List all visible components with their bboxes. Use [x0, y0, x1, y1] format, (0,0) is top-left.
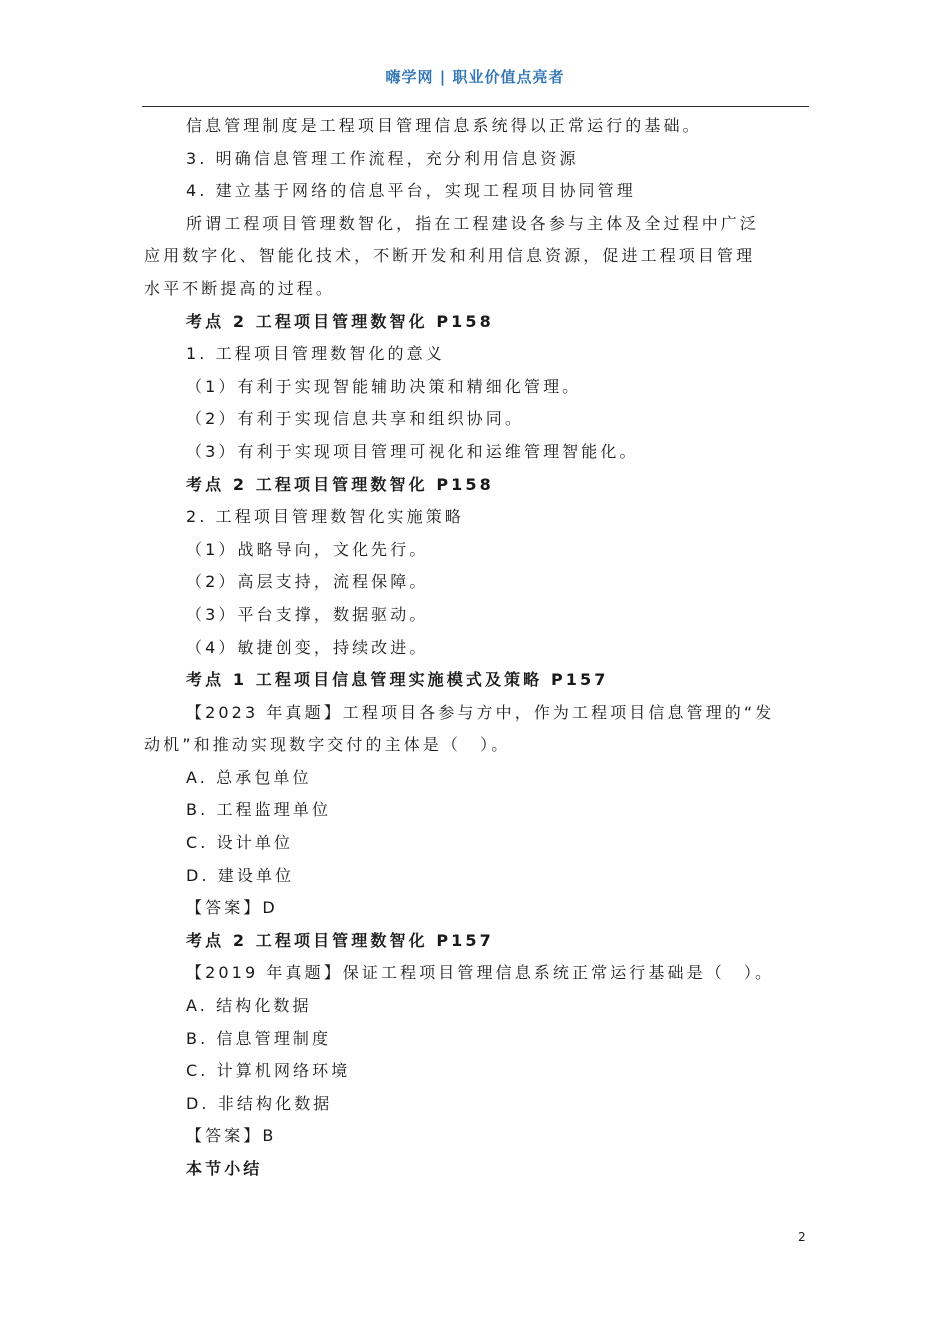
section-heading: 考点 2 工程项目管理数智化 P157 — [186, 930, 494, 950]
list-item: （2）高层支持，流程保障。 — [186, 572, 429, 592]
section-heading: 考点 2 工程项目管理数智化 P158 — [186, 474, 494, 494]
section-heading: 考点 2 工程项目管理数智化 P158 — [186, 311, 494, 331]
question-text: 动机”和推动实现数字交付的主体是（ ）。 — [144, 735, 511, 755]
list-item: （1）战略导向，文化先行。 — [186, 539, 429, 559]
option-item: C. 设计单位 — [186, 833, 294, 853]
option-item: D. 非结构化数据 — [186, 1093, 333, 1113]
paragraph-line: 水平不断提高的过程。 — [144, 278, 336, 298]
question-text: 【2019 年真题】保证工程项目管理信息系统正常运行基础是（ ）。 — [186, 963, 775, 983]
text-line: 4. 建立基于网络的信息平台，实现工程项目协同管理 — [186, 181, 636, 201]
list-item: 1. 工程项目管理数智化的意义 — [186, 344, 445, 364]
option-item: A. 结构化数据 — [186, 996, 312, 1016]
list-item: （4）敏捷创变，持续改进。 — [186, 637, 429, 657]
option-item: C. 计算机网络环境 — [186, 1061, 351, 1081]
option-item: B. 信息管理制度 — [186, 1028, 332, 1048]
summary-heading: 本节小结 — [186, 1159, 263, 1178]
document-body — [144, 110, 800, 1186]
list-item: （1）有利于实现智能辅助决策和精细化管理。 — [186, 376, 582, 396]
list-item: （2）有利于实现信息共享和组织协同。 — [186, 409, 524, 429]
header-divider — [142, 106, 809, 107]
answer-text: 【答案】B — [186, 1126, 277, 1146]
list-item: （3）有利于实现项目管理可视化和运维管理智能化。 — [186, 441, 639, 461]
page-header: 嗨学网 | 职业价值点亮者 — [385, 68, 565, 86]
paragraph-line: 所谓工程项目管理数智化，指在工程建设各参与主体及全过程中广泛 — [186, 213, 760, 233]
paragraph-line: 应用数字化、智能化技术，不断开发和利用信息资源，促进工程项目管理 — [144, 246, 756, 266]
text-line: 3. 明确信息管理工作流程，充分利用信息资源 — [186, 148, 579, 168]
answer-text: 【答案】D — [186, 898, 278, 918]
text-line: 信息管理制度是工程项目管理信息系统得以正常运行的基础。 — [186, 116, 702, 135]
section-heading: 考点 1 工程项目信息管理实施模式及策略 P157 — [186, 670, 609, 690]
list-item: （3）平台支撑，数据驱动。 — [186, 604, 429, 624]
list-item: 2. 工程项目管理数智化实施策略 — [186, 507, 464, 527]
option-item: B. 工程监理单位 — [186, 800, 332, 820]
page-number: 2 — [798, 1230, 806, 1244]
question-text: 【2023 年真题】工程项目各参与方中，作为工程项目信息管理的“发 — [186, 702, 775, 722]
option-item: D. 建设单位 — [186, 865, 295, 885]
option-item: A. 总承包单位 — [186, 767, 312, 787]
